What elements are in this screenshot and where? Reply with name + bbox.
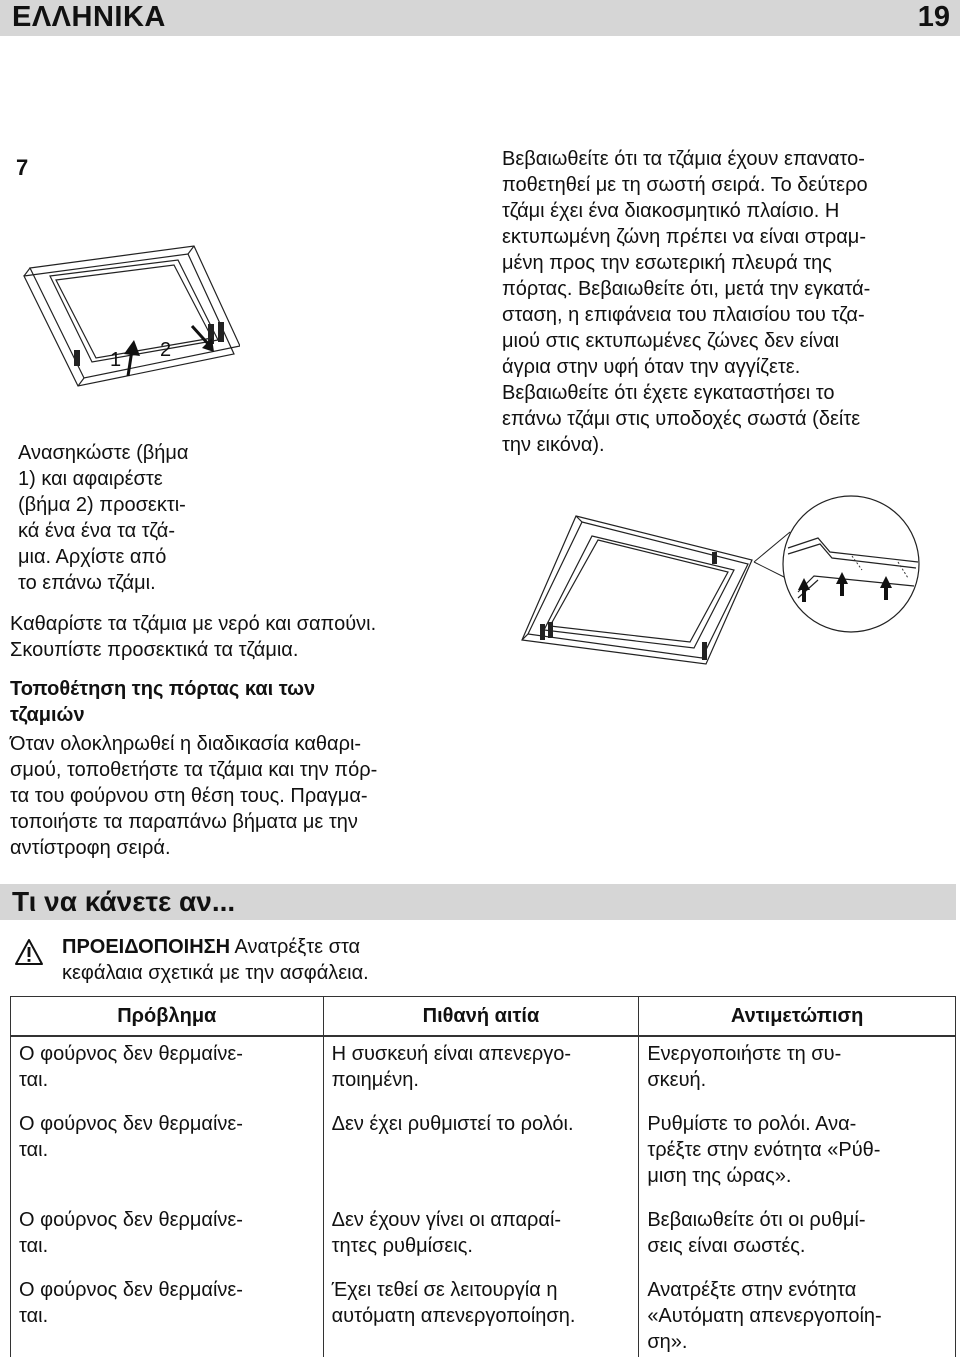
solution-cell: Ανατρέξτε στην ενότητα «Αυτόματη απενεργοποίη- ση». [639, 1273, 956, 1357]
step-1-label: 1 [110, 349, 122, 371]
safety-warning [62, 934, 462, 986]
install-heading: Τοποθέτηση της πόρτας και των τζαμιών [10, 678, 316, 726]
warning-text: Ανατρέξτε στα κεφάλαια σχετικά με την ασφάλεια. [62, 936, 369, 984]
column-header-solution: Αντιμετώπιση [639, 997, 956, 1037]
page-number: 19 [917, 1, 950, 33]
warning-triangle-icon [14, 938, 44, 966]
column-header-cause: Πιθανή αιτία [323, 997, 639, 1037]
problem-cell: Ο φούρνος δεν θερμαίνε- ται. [11, 1203, 324, 1273]
solution-cell: Βεβαιωθείτε ότι οι ρυθμί- σεις είναι σωστές. [639, 1203, 956, 1273]
remove-instructions: Ανασηκώστε (βήμα 1) και αφαιρέστε (βήμα 2) προσεκτι- κά ένα ένα τα τζά- μια. Αρχίστε από το επάνω τζάμι. [18, 442, 189, 594]
table-row [11, 1273, 956, 1357]
solution-cell: Ρυθμίστε το ρολόι. Ανα- τρέξτε στην ενότητα «Ρύθ- μιση της ώρας». [639, 1107, 956, 1203]
glass-removal-figure [18, 228, 240, 388]
cause-cell: Δεν έχουν γίνει οι απαραί- τητες ρυθμίσεις. [323, 1203, 639, 1273]
solution-cell: Ενεργοποιήστε τη συ- σκευή. [639, 1036, 956, 1107]
problem-cell: Ο φούρνος δεν θερμαίνε- ται. [11, 1273, 324, 1357]
lift-arrow-icon [124, 340, 140, 376]
language-title: ΕΛΛΗΝΙΚΑ [12, 1, 166, 33]
table-row [11, 1036, 956, 1107]
install-instructions: Όταν ολοκληρωθεί η διαδικασία καθαρι- σμού, τοποθετήστε τα τζάμια και την πόρ- τα του φούρνου στη θέση τους. Πραγμα- τοποιήστε τα παραπάνω βήματα με την αντίστροφη σειρά. [10, 733, 378, 859]
problem-cell: Ο φούρνος δεν θερμαίνε- ται. [11, 1036, 324, 1107]
section-band [0, 884, 956, 920]
glass-installation-figure [518, 492, 960, 692]
table-row [11, 1107, 956, 1203]
clean-instructions: Καθαρίστε τα τζάμια με νερό και σαπούνι. Σκουπίστε προσεκτικά τα τζάμια. [10, 613, 377, 661]
page-header [0, 0, 960, 36]
glass-order-instructions: Βεβαιωθείτε ότι τα τζάμια έχουν επανατο- ποθετηθεί με τη σωστή σειρά. Το δεύτερο τζάμι έχει ένα διακοσμητικό πλαίσιο. Η εκτυπωμένη ζώνη πρέπει να είναι στραμ- μένη προς την εσωτερική πλευρά της πόρτας. Βεβαιωθείτε ότι, μετά την εγκατά- σταση, η επιφάνεια του πλαισίου του τζα- μιού στις εκτυπωμένες ζώνες δεν είναι άγρια στην υφή όταν την αγγίζετε. Βεβαιωθείτε ότι έχετε εγκαταστήσει το επάνω τζάμι στις υποδοχές σωστά (δείτε την εικόνα). [502, 148, 871, 456]
cause-cell: Η συσκευή είναι απενεργο- ποιημένη. [323, 1036, 639, 1107]
troubleshooting-table [10, 996, 956, 1357]
section-title: Τι να κάνετε αν... [12, 886, 236, 917]
cause-cell: Δεν έχει ρυθμιστεί το ρολόι. [323, 1107, 639, 1203]
table-row [11, 1203, 956, 1273]
warning-label: ΠΡΟΕΙΔΟΠΟΙΗΣΗ [62, 936, 231, 958]
step-2-label: 2 [160, 339, 172, 361]
cause-cell: Έχει τεθεί σε λειτουργία η αυτόματη απενεργοποίηση. [323, 1273, 639, 1357]
problem-cell: Ο φούρνος δεν θερμαίνε- ται. [11, 1107, 324, 1203]
table-header-row [11, 997, 956, 1037]
column-header-problem: Πρόβλημα [11, 997, 324, 1037]
step-number: 7 [16, 155, 29, 180]
